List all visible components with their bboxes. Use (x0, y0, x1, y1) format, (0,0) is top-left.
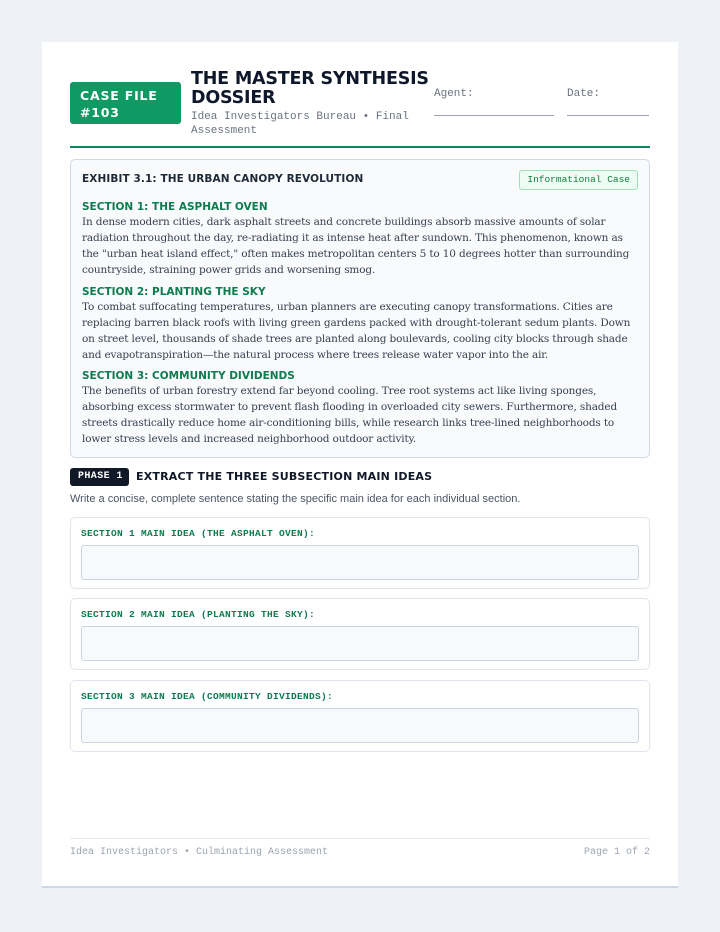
agent-write-line[interactable] (434, 115, 554, 116)
agent-label: Agent: (434, 88, 474, 100)
question-label: SECTION 2 MAIN IDEA (PLANTING THE SKY): (81, 609, 316, 620)
footer-divider (70, 838, 650, 839)
worksheet-page (42, 42, 678, 888)
section-heading: SECTION 3: COMMUNITY DIVIDENDS (82, 370, 295, 382)
exhibit-section-2 (82, 285, 640, 363)
section-body: The benefits of urban forestry extend far beyond cooling. Tree root systems act like living sponges, absorbing excess stormwater to prevent flash flooding in overloaded city sewers. Furthermore, shaded streets drastically reduce home air-conditioning bills, while research links tree-lined neighborhoods to lower stress levels and increased neighborhood outdoor activity. (82, 385, 618, 445)
question-label: SECTION 1 MAIN IDEA (THE ASPHALT OVEN): (81, 528, 316, 539)
section-body: To combat suffocating temperatures, urban planners are executing canopy transformations. Cities are replacing barren black roofs with living green gardens packed with drought-tolerant sedum plants. Down on street level, thousands of shade trees are planted along boulevards, cooling city blocks through shade and evapotranspiration—the natural process where trees release water vapor into the air. (82, 301, 631, 361)
case-file-badge (70, 82, 181, 124)
agent-field[interactable] (434, 88, 474, 100)
answer-box-section-1[interactable] (81, 545, 639, 580)
exhibit-section-1 (82, 200, 640, 278)
page-header (70, 70, 650, 148)
question-card-3 (70, 680, 650, 752)
section-heading: SECTION 1: THE ASPHALT OVEN (82, 201, 268, 213)
exhibit-card (70, 159, 650, 458)
page-subtitle: Idea Investigators Bureau • Final Assessment (191, 111, 409, 137)
page-number: Page 1 of 2 (583, 847, 650, 858)
case-badge-number: #103 (80, 105, 120, 120)
footer-caption: Idea Investigators • Culminating Assessment (70, 847, 329, 858)
header-divider (70, 146, 650, 148)
exhibit-title: EXHIBIT 3.1: THE URBAN CANOPY REVOLUTION (82, 173, 364, 185)
question-label: SECTION 3 MAIN IDEA (COMMUNITY DIVIDENDS): (81, 691, 334, 702)
section-heading: SECTION 2: PLANTING THE SKY (82, 286, 266, 298)
page-title: THE MASTER SYNTHESIS DOSSIER (191, 69, 429, 108)
question-card-2 (70, 598, 650, 670)
date-field[interactable] (567, 88, 600, 100)
date-write-line[interactable] (567, 115, 649, 116)
answer-box-section-2[interactable] (81, 626, 639, 661)
phase-instructions: Write a concise, complete sentence stating the specific main idea for each individual section. (70, 493, 521, 505)
phase-badge: PHASE 1 (70, 468, 129, 486)
section-body: In dense modern cities, dark asphalt streets and concrete buildings absorb massive amounts of solar radiation throughout the day, re-radiating it as intense heat after sundown. This phenomenon, known as the "urban heat island effect," often makes metropolitan centers 5 to 10 degrees hotter than surrounding countryside, straining power grids and worsening smog. (82, 216, 630, 276)
case-badge-label: CASE FILE (80, 88, 158, 103)
question-card-1 (70, 517, 650, 589)
phase-title: EXTRACT THE THREE SUBSECTION MAIN IDEAS (136, 470, 433, 483)
date-label: Date: (567, 88, 601, 100)
exhibit-section-3 (82, 369, 640, 447)
answer-box-section-3[interactable] (81, 708, 639, 743)
case-type-badge: Informational Case (519, 170, 638, 190)
